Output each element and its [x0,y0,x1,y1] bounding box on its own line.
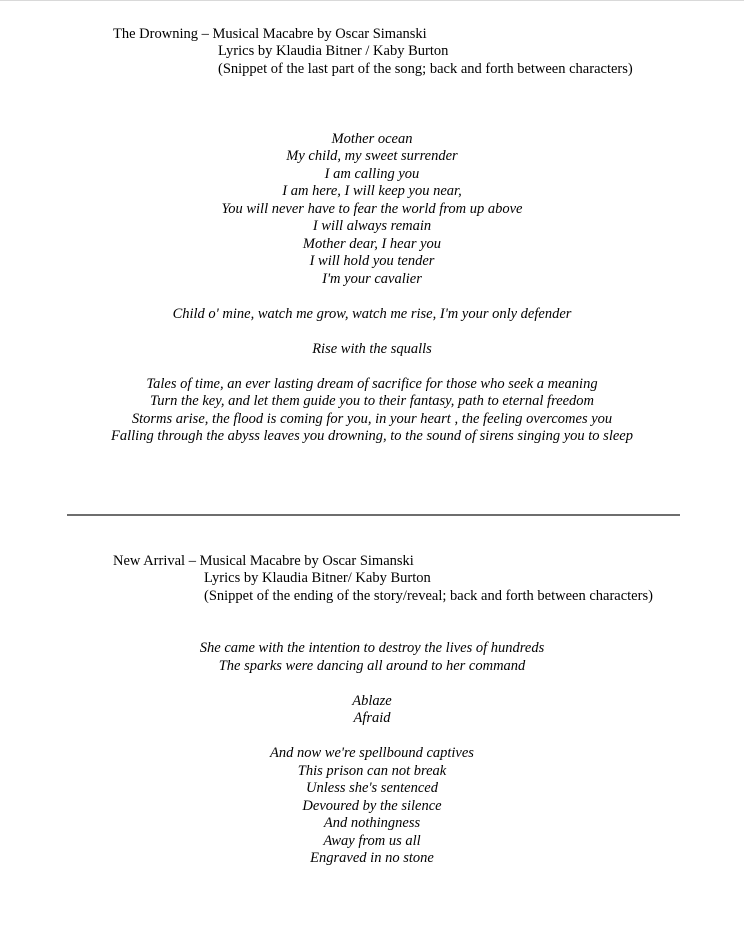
song2-lyric-line: And nothingness [323,815,421,831]
song1-lyricists: Lyrics by Klaudia Bitner / Kaby Burton [218,43,449,59]
song2-lyric-line: Ablaze [352,693,392,709]
song1-lyric-line: My child, my sweet surrender [286,148,458,164]
song1-lyric-line: Rise with the squalls [312,341,432,357]
section-divider [67,514,680,516]
song2-lyric-line: Engraved in no stone [310,850,434,866]
song1-lyric-line: Mother ocean [331,131,413,147]
song1-lyric-line: I am calling you [324,166,420,182]
song2-lyric-line: Away from us all [323,833,421,849]
page-top-border [0,0,744,1]
song1-lyric-line: Storms arise, the flood is coming for you, in your heart , the feeling overcomes you [131,411,613,427]
song1-lyric-line: Falling through the abyss leaves you drowning, to the sound of sirens singing you to sleep [111,428,633,444]
song2-lyric-line: This prison can not break [297,763,447,779]
song1-lyric-line: Tales of time, an ever lasting dream of sacrifice for those who seek a meaning [146,376,598,392]
song1-lyric-line: Child o' mine, watch me grow, watch me rise, I'm your only defender [172,306,572,322]
song2-lyric-line: Unless she's sentenced [306,780,438,796]
song1-lyric-line: I will always remain [312,218,432,234]
song1-title: The Drowning – Musical Macabre by Oscar Simanski [113,26,427,42]
song2-lyric-line: She came with the intention to destroy the lives of hundreds [199,640,545,656]
song2-lyric-line: The sparks were dancing all around to her command [218,658,526,674]
song1-note: (Snippet of the last part of the song; back and forth between characters) [218,61,633,77]
song2-note: (Snippet of the ending of the story/reveal; back and forth between characters) [204,588,653,604]
song1-lyric-line: I am here, I will keep you near, [282,183,462,199]
song1-lyric-line: I'm your cavalier [322,271,422,287]
song1-lyric-line: You will never have to fear the world from up above [221,201,523,217]
song1-lyric-line: Mother dear, I hear you [302,236,442,252]
song1-lyric-line: Turn the key, and let them guide you to their fantasy, path to eternal freedom [149,393,595,409]
song2-lyricists: Lyrics by Klaudia Bitner/ Kaby Burton [204,570,431,586]
song2-lyric-line: Afraid [353,710,391,726]
song1-lyric-line: I will hold you tender [309,253,435,269]
song2-title: New Arrival – Musical Macabre by Oscar Simanski [113,553,414,569]
song2-lyric-line: And now we're spellbound captives [270,745,474,761]
song2-lyric-line: Devoured by the silence [302,798,442,814]
